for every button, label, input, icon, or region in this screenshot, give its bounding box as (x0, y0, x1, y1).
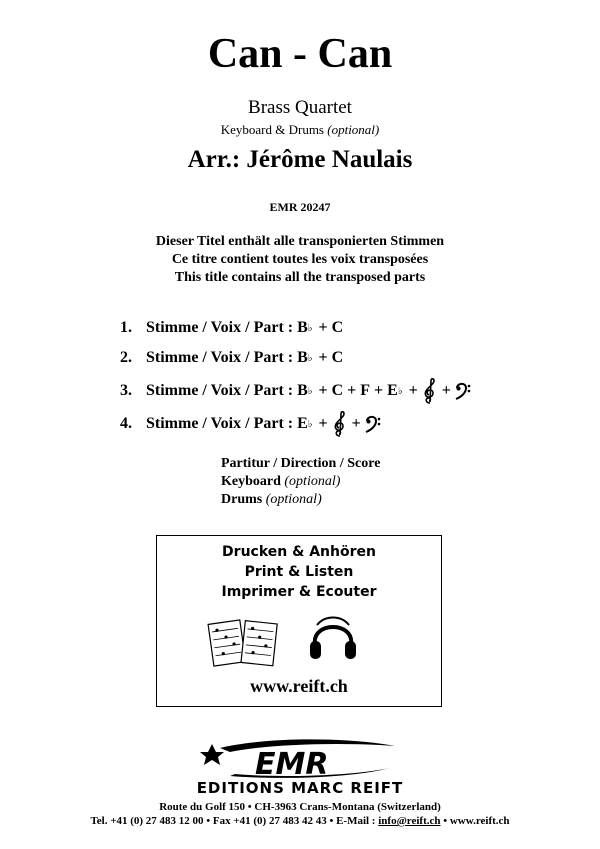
bass-clef-icon (455, 382, 471, 400)
drums-label: Drums (221, 492, 263, 507)
part-label: Stimme / Voix / Part : (146, 382, 294, 399)
promo-line-fr: Imprimer & Ecouter (221, 584, 377, 600)
keyboard-label: Keyboard (221, 474, 281, 489)
part-number: 3. (120, 382, 132, 399)
info-fr: Ce titre contient toutes les voix transposées (171, 252, 429, 267)
publisher-name: EDITIONS MARC REIFT (196, 779, 404, 797)
headphones-icon (307, 611, 359, 665)
subtitle: Brass Quartet (248, 97, 352, 118)
score-line: Partitur / Direction / Score (221, 456, 381, 471)
part-line-4: 4. Stimme / Voix / Part : E ♭ + + (120, 412, 381, 436)
keyboard-note: (optional) (284, 474, 341, 489)
catalog-number: EMR 20247 (269, 200, 331, 214)
part-number: 2. (120, 349, 132, 366)
promo-line-de: Drucken & Anhören (222, 544, 376, 560)
treble-clef-icon (332, 411, 348, 437)
part-number: 1. (120, 319, 132, 336)
publisher-address: Route du Golf 150 • CH-3963 Crans-Montana (Switzerland) (159, 801, 441, 813)
drums-line (221, 492, 322, 508)
part-line-2: 2. Stimme / Voix / Part : B ♭ + C (120, 349, 344, 366)
info-de: Dieser Titel enthält alle transponierten Stimmen (155, 234, 445, 249)
promo-url[interactable]: www.reift.ch (250, 676, 348, 696)
instrumentation-text: Keyboard & Drums (220, 122, 324, 137)
part-label: Stimme / Voix / Part : (146, 349, 294, 366)
page-title: Can - Can (207, 31, 393, 77)
info-en: This title contains all the transposed parts (174, 270, 426, 285)
keyboard-line (221, 474, 340, 490)
promo-line-en: Print & Listen (244, 564, 354, 580)
instrumentation (0, 122, 600, 138)
publisher-contact (0, 815, 600, 827)
treble-clef-icon (422, 378, 438, 404)
email-link[interactable]: info@reift.ch (378, 815, 441, 827)
part-line-3: 3. Stimme / Voix / Part : B ♭ + C + F + E ♭ + + (120, 379, 471, 403)
part-line-1: 1. Stimme / Voix / Part : B ♭ + C (120, 319, 344, 336)
drums-note: (optional) (265, 492, 322, 507)
instrumentation-note: (optional) (327, 122, 380, 137)
website-link[interactable]: • www.reift.ch (443, 815, 510, 827)
bass-clef-icon (365, 415, 381, 433)
arranger: Arr.: Jérôme Naulais (187, 146, 413, 173)
part-label: Stimme / Voix / Part : (146, 415, 294, 432)
emr-logo-icon (190, 738, 410, 780)
phone-fax: Tel. +41 (0) 27 483 12 00 • Fax +41 (0) 27 483 42 43 • E-Mail : (90, 815, 376, 827)
sheet-music-icon (207, 616, 281, 672)
logo-text: EMR (255, 747, 329, 780)
print-listen-box (156, 535, 442, 707)
part-label: Stimme / Voix / Part : (146, 319, 294, 336)
part-number: 4. (120, 415, 132, 432)
